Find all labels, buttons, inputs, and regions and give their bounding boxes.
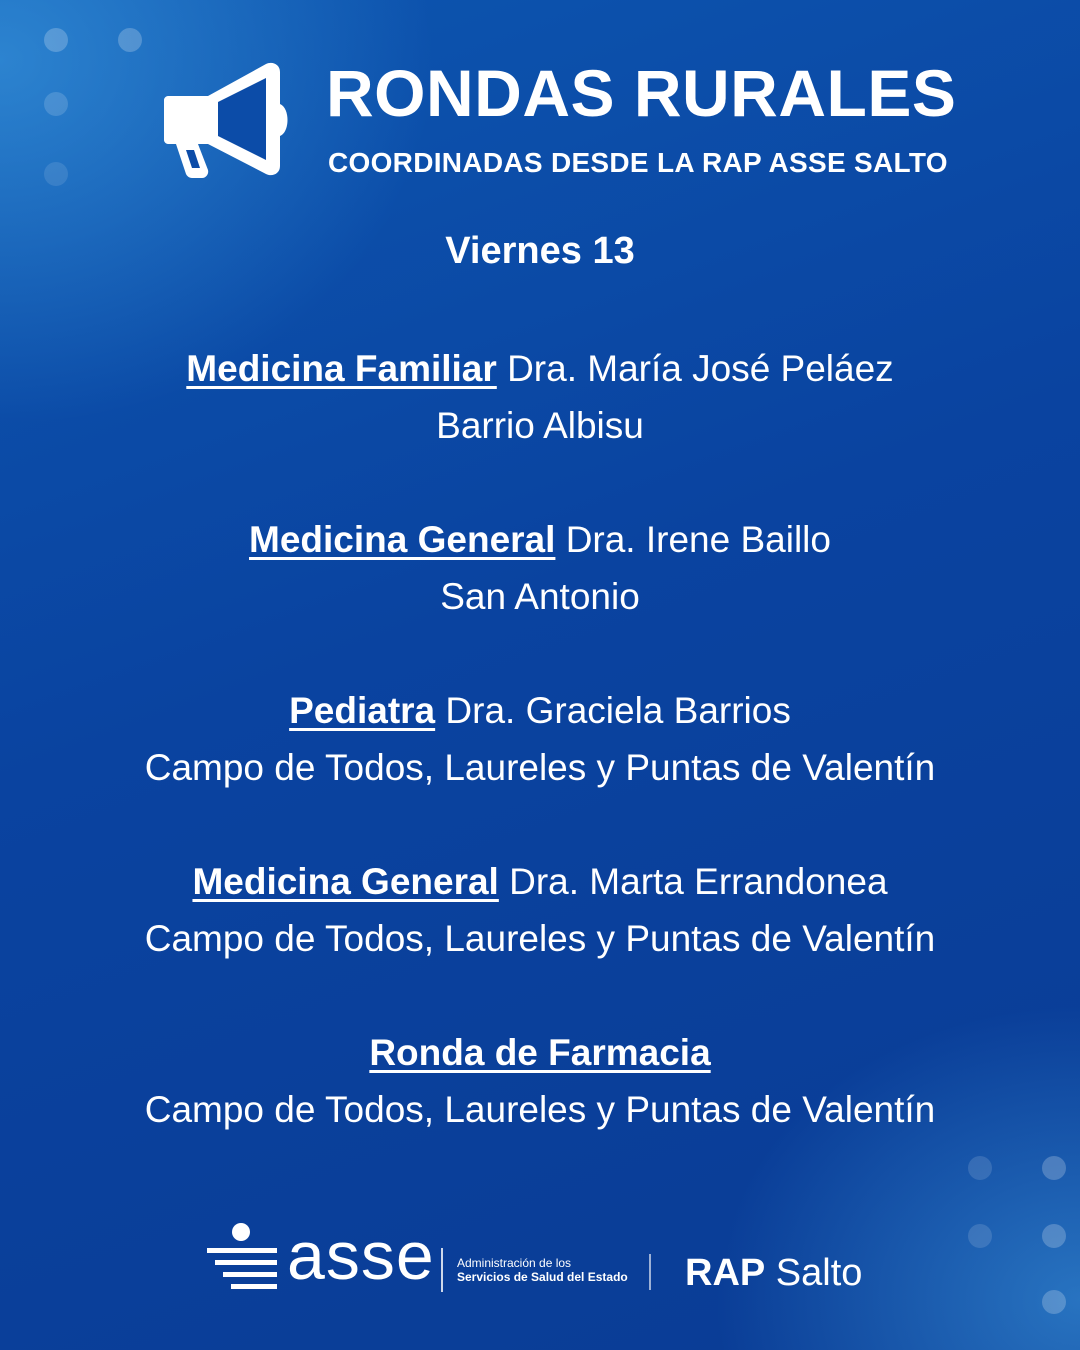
page-subtitle: COORDINADAS DESDE LA RAP ASSE SALTO	[328, 147, 948, 178]
divider	[649, 1254, 651, 1290]
salto-label: Salto	[775, 1252, 863, 1294]
asse-wordmark: asse	[287, 1218, 435, 1294]
header	[162, 52, 962, 192]
asse-description-line1: Administración de los	[457, 1256, 572, 1270]
location-text: Campo de Todos, Laureles y Puntas de Valentín	[144, 918, 936, 959]
megaphone-icon	[162, 56, 292, 182]
doctor-name: Dra. Irene Baillo	[565, 519, 831, 560]
footer	[205, 1216, 885, 1306]
doctor-name: Dra. Graciela Barrios	[445, 690, 791, 731]
divider	[441, 1248, 443, 1292]
location-text: Barrio Albisu	[436, 405, 644, 446]
list-item	[40, 1024, 1040, 1138]
specialty-label: Medicina General	[192, 861, 499, 902]
decorative-dots-top-left	[0, 0, 160, 200]
list-item	[40, 511, 1040, 625]
location-text: San Antonio	[440, 576, 640, 617]
day-heading: Viernes 13	[445, 230, 635, 272]
list-item	[40, 682, 1040, 796]
location-text: Campo de Todos, Laureles y Puntas de Valentín	[144, 1089, 936, 1130]
specialty-label: Ronda de Farmacia	[369, 1032, 711, 1073]
page-title: RONDAS RURALES	[326, 56, 957, 130]
decorative-dots-bottom-right	[940, 1140, 1080, 1350]
list-item	[40, 853, 1040, 967]
list-item	[40, 340, 1040, 454]
doctor-name: Dra. Marta Errandonea	[509, 861, 888, 902]
doctor-name: Dra. María José Peláez	[507, 348, 894, 389]
asse-logo-icon	[205, 1222, 285, 1294]
specialty-label: Pediatra	[289, 690, 436, 731]
location-text: Campo de Todos, Laureles y Puntas de Valentín	[144, 747, 936, 788]
rap-label: RAP	[685, 1252, 766, 1294]
rap-salto-logo	[685, 1254, 862, 1292]
specialty-label: Medicina General	[249, 519, 556, 560]
asse-description-line2: Servicios de Salud del Estado	[457, 1270, 628, 1284]
asse-description	[457, 1256, 628, 1284]
specialty-label: Medicina Familiar	[186, 348, 497, 389]
